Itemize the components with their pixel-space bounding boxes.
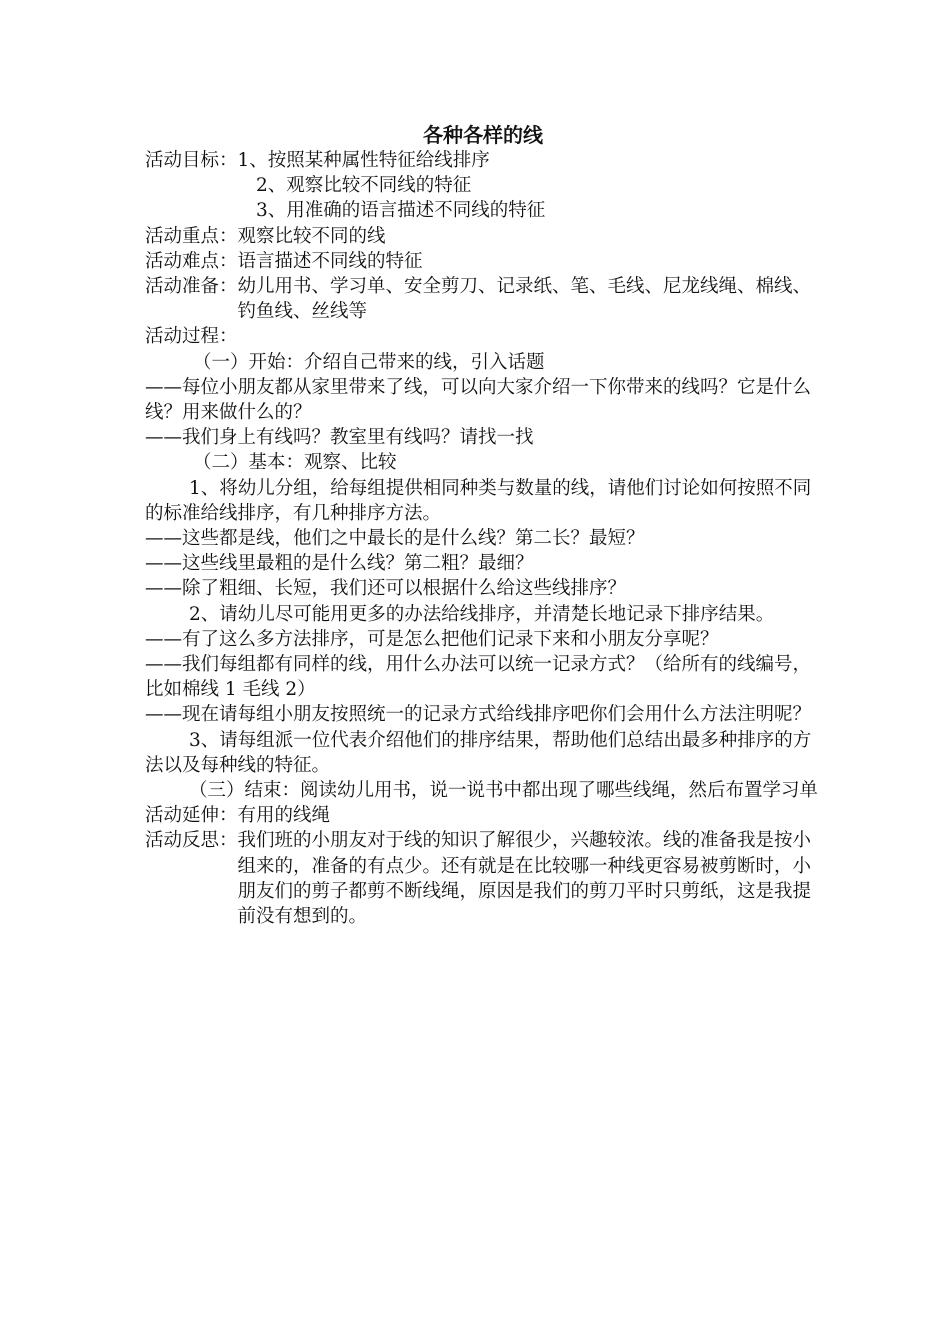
document-body <box>145 122 821 929</box>
goal-1: 1、按照某种属性特征给线排序 <box>237 150 490 171</box>
section-1-question-2: ——我们身上有线吗？教室里有线吗？请找一找 <box>145 427 534 449</box>
document-title: 各种各样的线 <box>423 123 543 147</box>
extension-text: 有用的线绳 <box>237 805 331 827</box>
extension-label: 活动延伸： <box>145 805 238 827</box>
section-2-step-1: 1、将幼儿分组，给每组提供相同种类与数量的线，请他们讨论如何按照不同的标准给线排序，有几种排序方法。 <box>145 477 812 524</box>
focus-text: 观察比较不同的线 <box>237 225 386 247</box>
section-2-question-5: ——我们每组都有同样的线，用什么办法可以统一记录方式？（给所有的线编号，比如棉线 1 毛线 2） <box>145 654 812 701</box>
section-2-step-2: 2、请幼儿尽可能用更多的办法给线排序，并清楚长地记录下排序结果。 <box>189 603 775 625</box>
section-2-step-3: 3、请每组派一位代表介绍他们的排序结果，帮助他们总结出最多种排序的方法以及每种线的特征。 <box>145 729 812 776</box>
goal-3: 3、用准确的语言描述不同线的特征 <box>256 200 546 222</box>
section-1-heading: （一）开始：介绍自己带来的线，引入话题 <box>193 351 545 373</box>
section-2-question-2: ——这些线里最粗的是什么线？第二粗？最细？ <box>145 553 534 575</box>
process-label: 活动过程： <box>145 326 238 348</box>
preparation-section <box>145 274 821 324</box>
reflection-text: 我们班的小朋友对于线的知识了解很少，兴趣较浓。线的准备我是按小组来的，准备的有点少。还有就是在比较哪一种线更容易被剪断时，小朋友们的剪子都剪不断线绳，原因是我们的剪刀平时只剪纸，这是我提前没有想到的。 <box>237 830 812 928</box>
reflection-section <box>145 828 821 929</box>
reflection-label: 活动反思： <box>145 830 238 852</box>
section-2-heading: （二）基本：观察、比较 <box>193 452 397 474</box>
goal-2: 2、观察比较不同线的特征 <box>256 175 472 197</box>
section-2-question-4: ——有了这么多方法排序，可是怎么把他们记录下来和小朋友分享呢？ <box>145 628 719 650</box>
section-2-question-3: ——除了粗细、长短，我们还可以根据什么给这些线排序？ <box>145 578 627 600</box>
goals-section <box>145 148 821 173</box>
section-1-question-1: ——每位小朋友都从家里带来了线，可以向大家介绍一下你带来的线吗？它是什么线？用来做什么的？ <box>145 376 812 424</box>
extension-section <box>145 803 821 828</box>
focus-section <box>145 224 821 249</box>
section-2-question-1: ——这些都是线，他们之中最长的是什么线？第二长？最短？ <box>145 528 645 550</box>
difficulty-text: 语言描述不同线的特征 <box>237 250 423 272</box>
difficulty-section <box>145 249 821 274</box>
preparation-text: 幼儿用书、学习单、安全剪刀、记录纸、笔、毛线、尼龙线绳、棉线、钓鱼线、丝线等 <box>237 276 812 323</box>
goals-label: 活动目标： <box>145 150 238 171</box>
difficulty-label: 活动难点： <box>145 250 238 272</box>
focus-label: 活动重点： <box>145 225 238 247</box>
preparation-label: 活动准备： <box>145 276 238 298</box>
section-2-question-6: ——现在请每组小朋友按照统一的记录方式给线排序吧你们会用什么方法注明呢？ <box>145 704 812 726</box>
section-3-heading: （三）结束：阅读幼儿用书，说一说书中都出现了哪些线绳，然后布置学习单 <box>189 780 819 802</box>
